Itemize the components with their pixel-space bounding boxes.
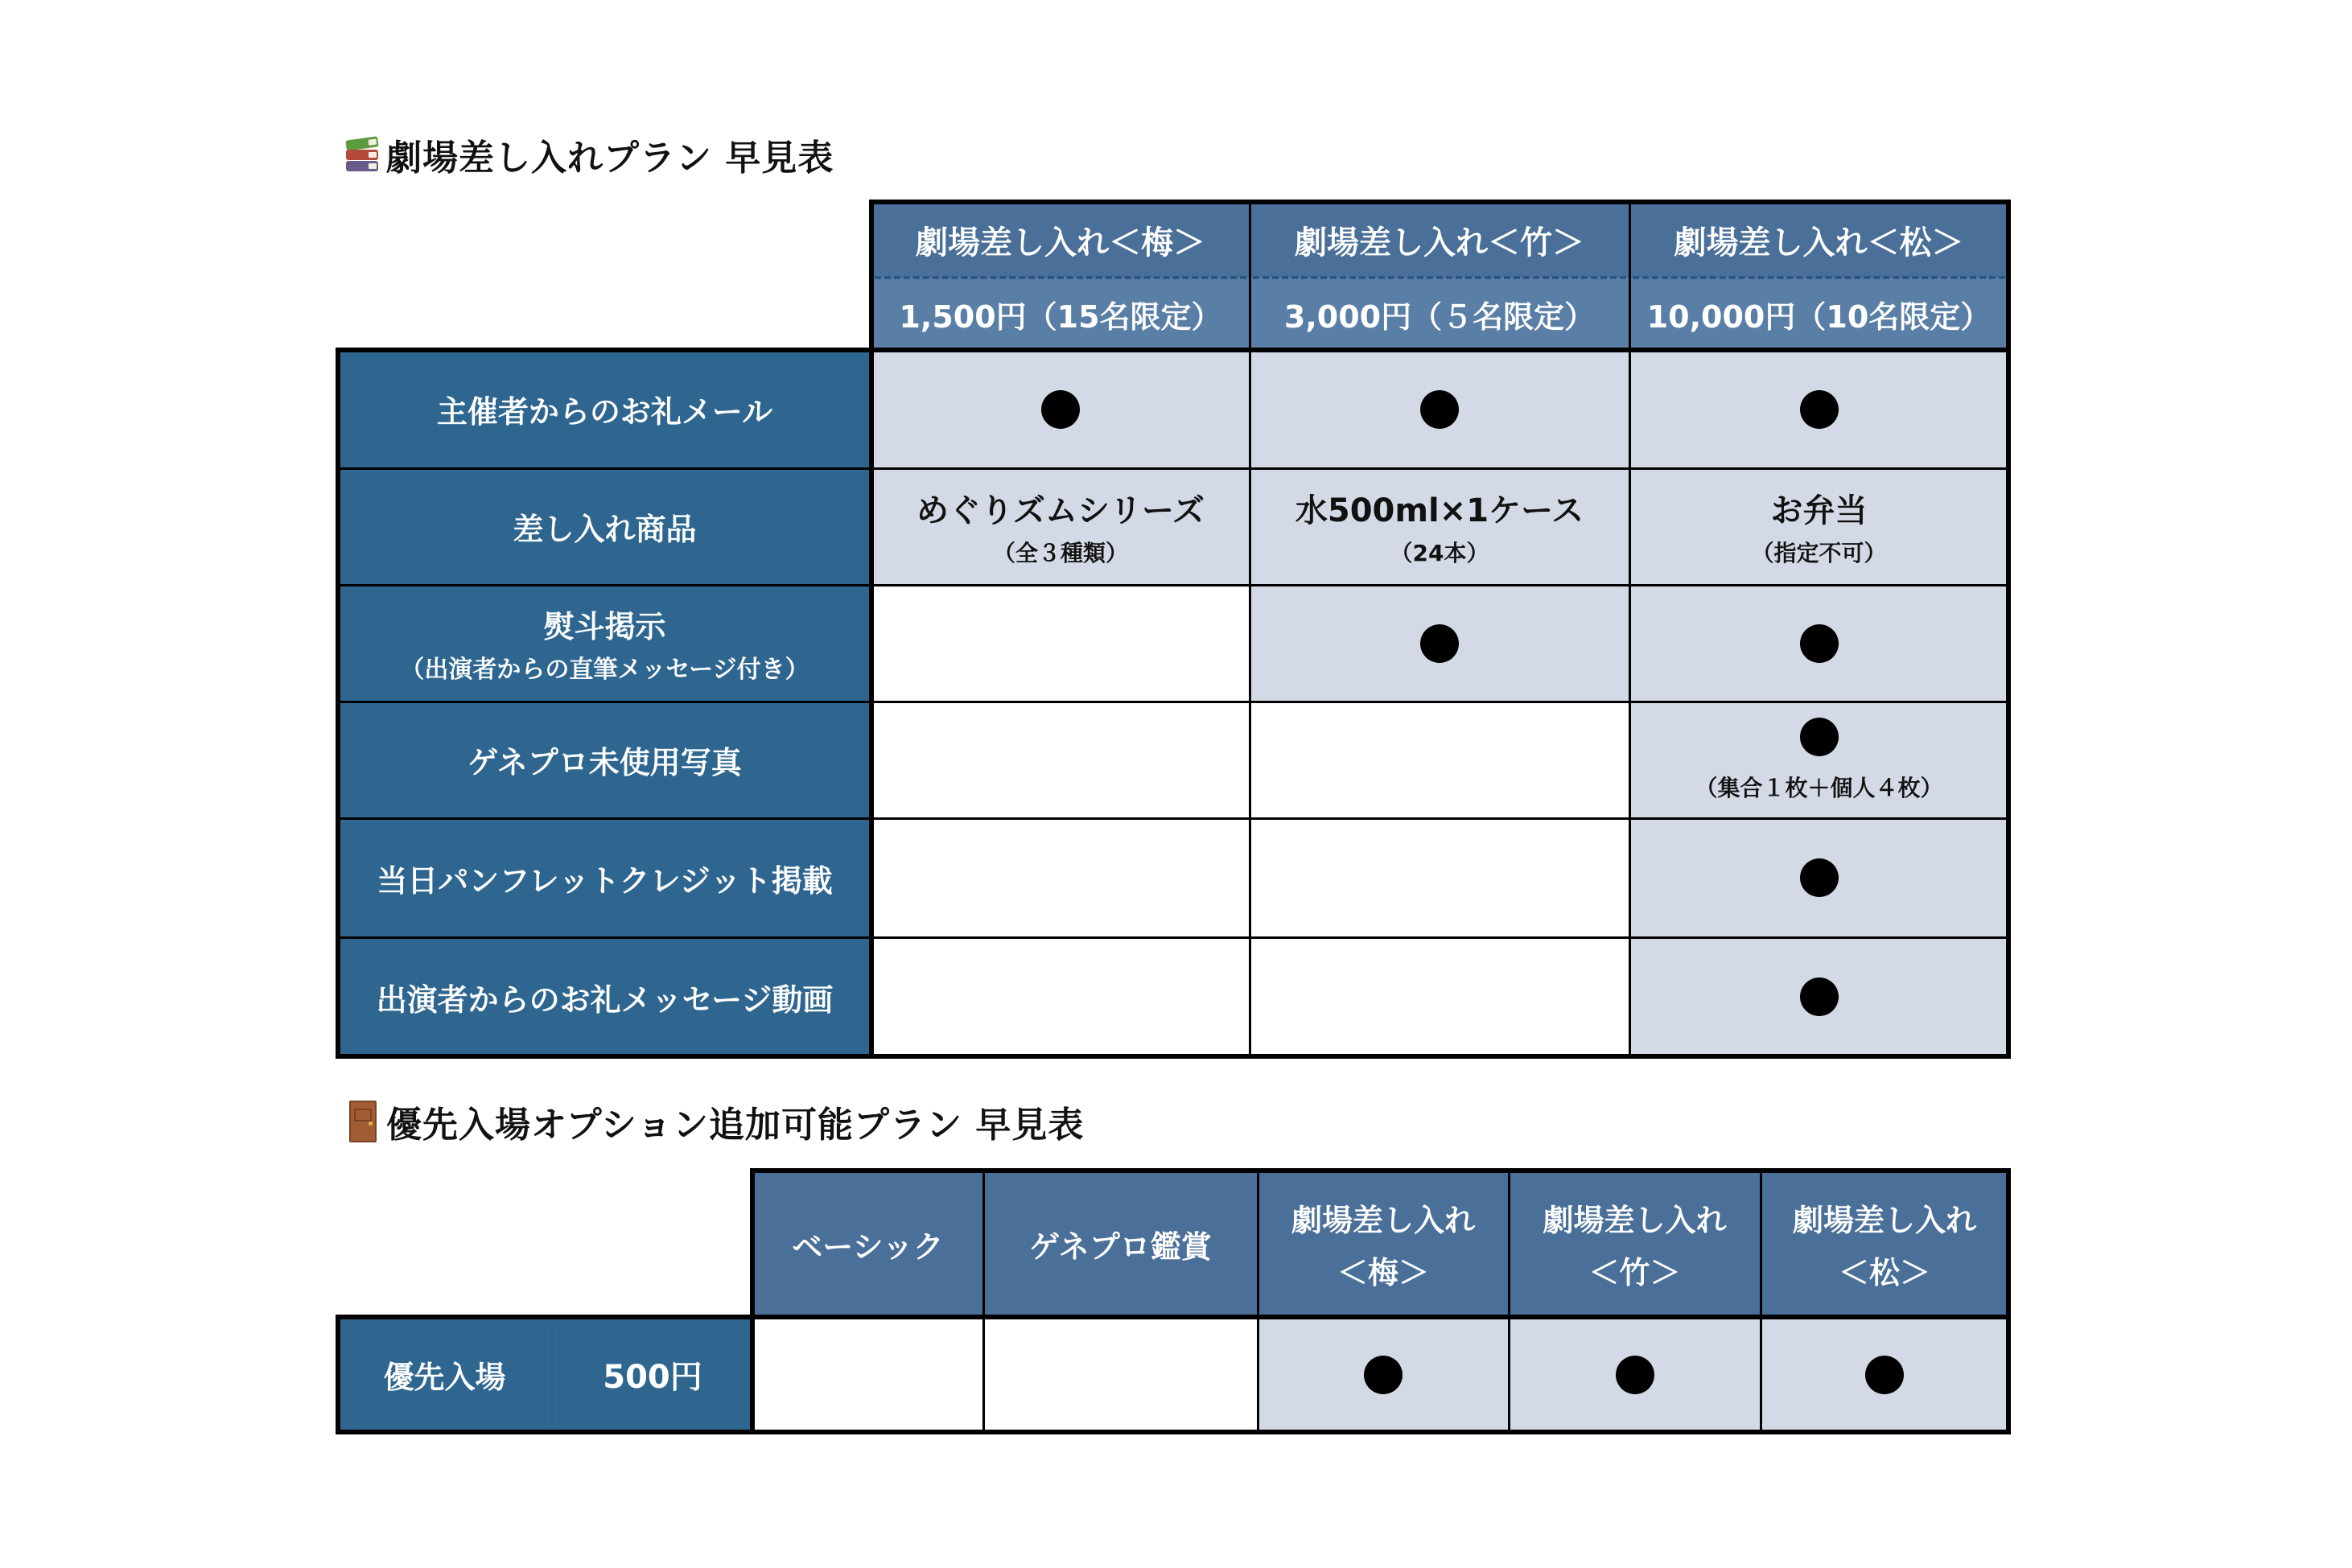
- cell-text: めぐりズムシリーズ: [916, 492, 1205, 529]
- priority-entry-price-text: 500円: [603, 1359, 702, 1396]
- option-column-line1: 劇場差し入れ: [1792, 1203, 1976, 1238]
- row-label-text: ゲネプロ未使用写真: [468, 745, 742, 780]
- cell-subtext: （指定不可）: [1751, 540, 1887, 566]
- row-sublabel: （出演者からの直筆メッセージ付き）: [400, 656, 809, 684]
- cell-text: お弁当: [1770, 492, 1868, 529]
- option-cell: [983, 1317, 1258, 1432]
- included-dot-icon: [1364, 1356, 1403, 1394]
- column-header-name: 劇場差し入れ＜梅＞: [916, 224, 1205, 261]
- option-column-header-1: [983, 1171, 1258, 1317]
- included-dot-icon: [1616, 1356, 1654, 1394]
- row-label-text: 差し入れ商品: [513, 512, 697, 547]
- option-column-header-3: [1509, 1171, 1761, 1317]
- option-column-header-4: [1761, 1171, 2008, 1317]
- option-cell: [1761, 1317, 2008, 1432]
- row-label-text: 熨斗掲示: [543, 609, 666, 644]
- row-label-text: 当日パンフレットクレジット掲載: [377, 862, 833, 899]
- cell-subtext: （全３種類）: [992, 540, 1128, 566]
- option-cell: [1258, 1317, 1509, 1432]
- section1-title-text: 劇場差し入れプラン 早見表: [386, 138, 834, 179]
- option-column-line1: 劇場差し入れ: [1543, 1203, 1727, 1238]
- cell-text: 水500ml×1ケース: [1295, 492, 1584, 529]
- cell-subtext: （集合１枚＋個人４枚）: [1695, 774, 1943, 801]
- grid-line: [336, 1315, 340, 1434]
- row-label-text: 主催者からのお礼メール: [436, 394, 773, 430]
- option-column-header-0: [752, 1171, 983, 1317]
- priority-entry-label-text: 優先入場: [383, 1360, 506, 1395]
- column-price: 3,000円（５名限定）: [1283, 298, 1596, 335]
- cell-subtext: （24本）: [1390, 540, 1489, 566]
- option-column-line2: ＜梅＞: [1337, 1255, 1429, 1290]
- option-column-line2: ＜松＞: [1838, 1255, 1930, 1290]
- option-column-line1: 劇場差し入れ: [1291, 1203, 1475, 1238]
- grid-line: [2006, 1168, 2011, 1434]
- option-column-line2: ＜竹＞: [1588, 1255, 1681, 1290]
- grid-line: [1760, 1171, 1762, 1432]
- grid-line: [750, 1168, 755, 1434]
- section2-title-text: 優先入場オプション追加可能プラン 早見表: [386, 1105, 1085, 1146]
- column-header-name: 劇場差し入れ＜松＞: [1674, 224, 1964, 261]
- option-column-header-2: [1258, 1171, 1509, 1317]
- option-column-line1: ゲネプロ鑑賞: [1029, 1228, 1212, 1265]
- included-dot-icon: [1865, 1356, 1904, 1394]
- priority-entry-label: [338, 1317, 551, 1432]
- column-header-name: 劇場差し入れ＜竹＞: [1295, 224, 1584, 261]
- option-cell: [752, 1317, 983, 1432]
- grid-line: [982, 1171, 985, 1432]
- grid-line: [750, 1168, 2011, 1173]
- grid-line: [1257, 1171, 1259, 1432]
- row-label-text: 出演者からのお礼メッセージ動画: [376, 982, 834, 1018]
- option-cell: [1509, 1317, 1761, 1432]
- column-price: 10,000円（10名限定）: [1646, 298, 1992, 335]
- grid-line: [1508, 1171, 1510, 1432]
- priority-entry-price: [551, 1317, 752, 1432]
- option-column-line1: ベーシック: [792, 1228, 944, 1265]
- column-price: 1,500円（15名限定）: [899, 298, 1222, 335]
